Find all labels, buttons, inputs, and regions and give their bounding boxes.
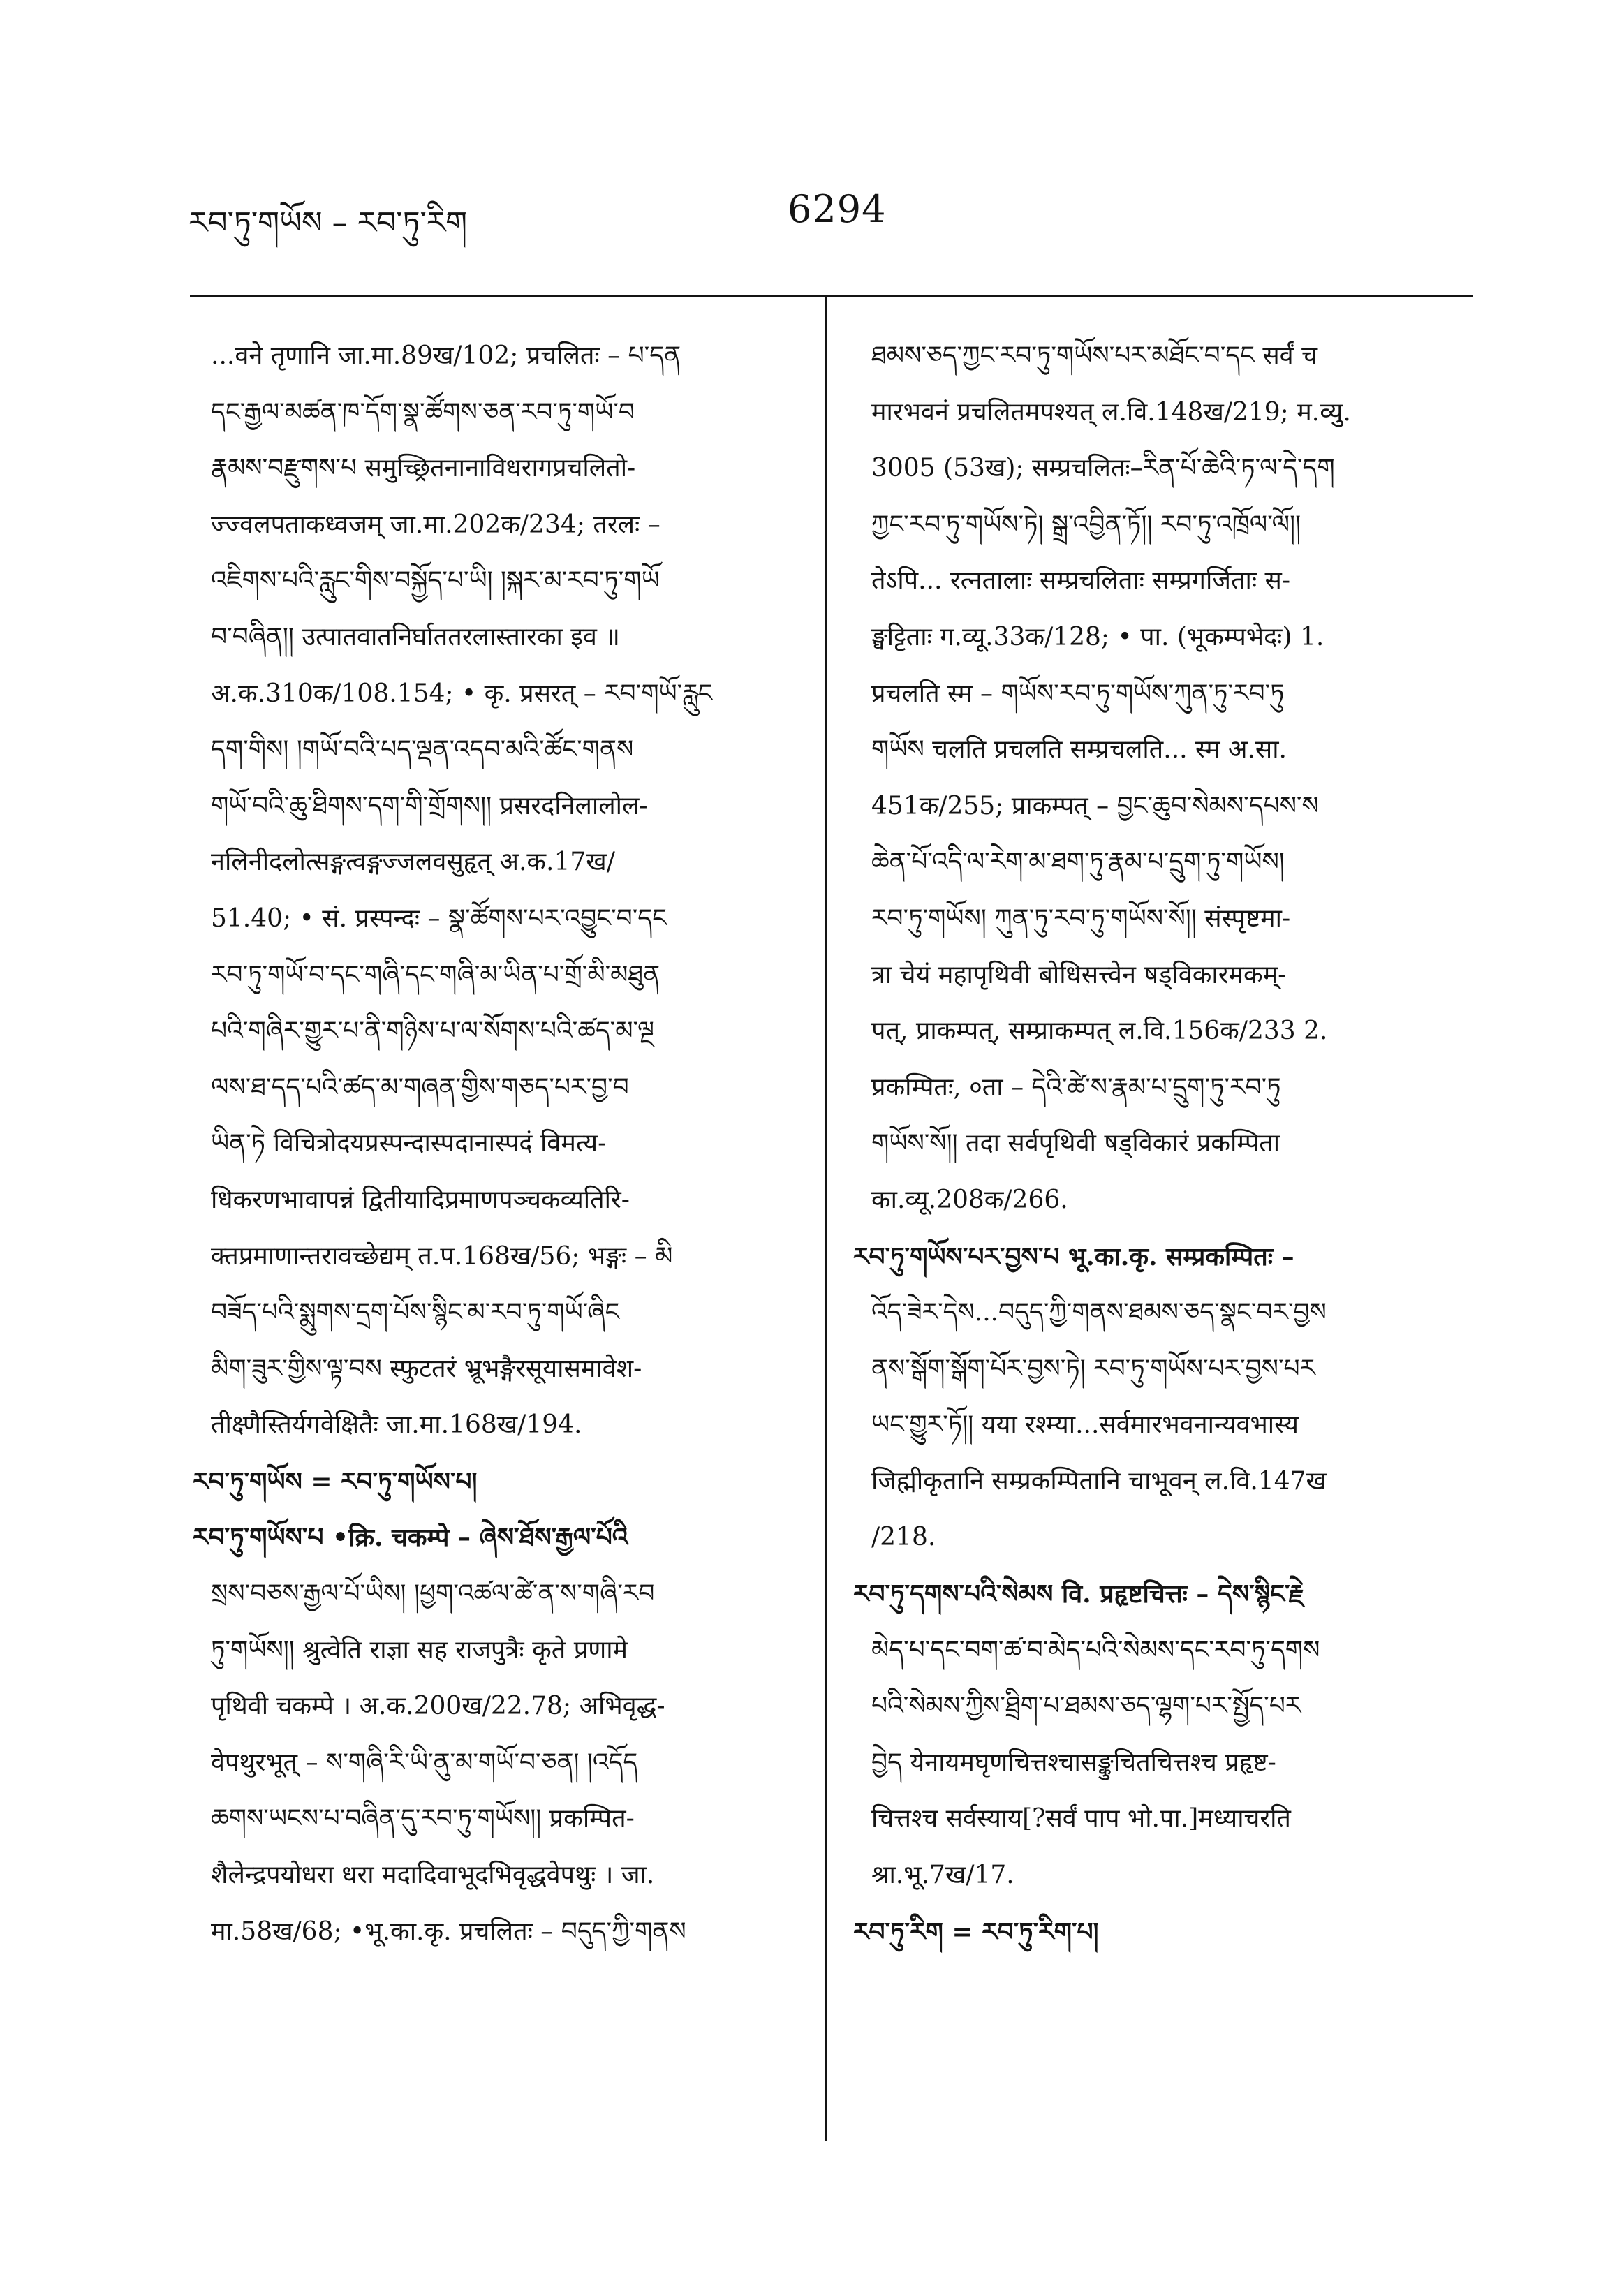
text-line: श्रा.भू.7ख/17.: [871, 1861, 1014, 1890]
text-line: ཆེན་པོ་འདི་ལ་རེག་མ་ཐག་ཏུ་རྣམ་པ་དྲུག་ཏུ་གཡོས།: [871, 848, 1285, 877]
text-line: གཡོས་སོ།། तदा सर्वपृथिवी षड्विकारं प्रकम्पिता: [871, 1129, 1280, 1158]
text-line: अ.क.310क/108.154; • कृ. प्रसरत् – རབ་གཡོ་རླུང: [211, 679, 713, 708]
text-line: ...वने तृणानि जा.मा.89ख/102; प्रचलितः – པ་དན: [211, 341, 681, 370]
left-column: [193, 328, 807, 1960]
text-line: ङ्घट्टिताः ग.व्यू.33क/128; • पा. (भूकम्पभेदः) 1.: [871, 622, 1324, 651]
text-line: ཡིན་ཏེ विचित्रोदयप्रस्पन्दास्पदानास्पदं विमत्य-: [211, 1129, 607, 1158]
text-line: གཡོ་བའི་ཆུ་ཐིགས་དག་གི་གྲོགས།། प्रसरदनिलालोल-: [211, 791, 648, 820]
text-line: 51.40; • सं. प्रस्पन्दः – སྣ་ཚོགས་པར་འབྱུང་བ་དང: [211, 903, 667, 933]
text-line: ནས་སྒོག་སྒོག་པོར་བྱས་ཏེ། རབ་ཏུ་གཡོས་པར་བྱས་པར: [871, 1354, 1316, 1383]
text-line: གཡོས चलति प्रचलति सम्प्रचलति... स्म अ.सा.: [871, 735, 1287, 765]
text-line: प्रकम्पितः, ०ता – དེའི་ཚེ་ས་རྣམ་པ་དྲུག་ཏུ་རབ་ཏུ: [871, 1072, 1281, 1102]
text-line: སྲས་བཅས་རྒྱལ་པོ་ཡིས། །ཕྱག་འཚལ་ཚེ་ན་ས་གཞི་རབ: [211, 1579, 655, 1609]
text-line: क्तप्रमाणान्तरावच्छेद्यम् त.प.168ख/56; भङ्गः – མི: [211, 1241, 673, 1271]
page-number: 6294: [788, 187, 887, 231]
text-line: चित्तश्च सर्वस्याय[?सर्वं पाप भो.पा.]मध्याचरति: [871, 1804, 1291, 1833]
text-line: དག་གིས། །གཡོ་བའི་པད་ལྡན་འདབ་མའི་ཚོང་གནས: [211, 735, 634, 765]
text-line: जिह्मीकृतानि सम्प्रकम्पितानि चाभूवन् ल.वि.147ख: [871, 1466, 1327, 1496]
text-line: ལས་ཐ་དད་པའི་ཚད་མ་གཞན་གྱིས་གཅད་པར་བྱ་བ: [211, 1072, 629, 1102]
text-line: त्रा चेयं महापृथिवी बोधिसत्त्वेन षड्विकारमकम्-: [871, 960, 1287, 989]
entry-headword-line: རབ་ཏུ་གཡོས = རབ་ཏུ་གཡོས་པ།: [193, 1466, 478, 1496]
text-line: འཇིགས་པའི་རླུང་གིས་བསྐྱོད་པ་ཡི། །སྐར་མ་རབ་ཏུ་གཡོ: [211, 566, 660, 596]
text-line: मारभवनं प्रचलितमपश्यत् ल.वि.148ख/219; म.व्यु.: [871, 397, 1351, 427]
entry-headword-line: རབ་ཏུ་གཡོས་པ •क्रि. चकम्पे – ཞེས་ཐོས་རྒྱལ་པོའི: [193, 1523, 628, 1553]
entry-headword-line: རབ་ཏུ་རིག = རབ་ཏུ་རིག་པ།: [853, 1917, 1099, 1947]
column-divider: [825, 297, 827, 2141]
text-line: ཀྱང་རབ་ཏུ་གཡོས་ཏེ། སྒྲ་འབྱིན་ཏོ།། རབ་ཏུ་འཁྲོལ་ལོ།།: [871, 510, 1301, 539]
entry-headword-line: རབ་ཏུ་དགས་པའི་སེམས वि. प्रहृष्टचित्तः – དེས་སྙིང་རྗེ: [853, 1579, 1304, 1609]
text-line: མེད་པ་དང་བག་ཚ་བ་མེད་པའི་སེམས་དང་རབ་ཏུ་དགས: [871, 1635, 1320, 1665]
text-line: དང་རྒྱལ་མཚན་ཁ་དོག་སྣ་ཚོགས་ཅན་རབ་ཏུ་གཡོ་བ: [211, 397, 635, 427]
running-head: རབ་ཏུ་གཡོས – རབ་ཏུ་རིག: [189, 205, 468, 241]
entry-headword-line: རབ་ཏུ་གཡོས་པར་བྱས་པ भू.का.कृ. सम्प्रकम्पितः –: [853, 1241, 1294, 1271]
text-line: ཏུ་གཡོས།། श्रुत्वेति राज्ञा सह राजपुत्रैः कृते प्रणामे: [211, 1635, 628, 1665]
text-line: པའི་གཞིར་གྱུར་པ་ནི་གཉིས་པ་ལ་སོགས་པའི་ཚད་མ་ལྔ: [211, 1017, 654, 1046]
text-line: བཟོད་པའི་སྨུགས་དྲག་པོས་སྙིང་མ་རབ་ཏུ་གཡོ་ཞིང: [211, 1298, 620, 1327]
text-line: पृथिवी चकम्पे । अ.क.200ख/22.78; अभिवृद्ध-: [211, 1692, 665, 1721]
text-line: वेपथुरभूत् – ས་གཞི་རི་ཡི་ནུ་མ་གཡོ་བ་ཅན། །འདོད: [211, 1748, 638, 1777]
text-line: प्रचलति स्म – གཡོས་རབ་ཏུ་གཡོས་ཀུན་ཏུ་རབ་ཏུ: [871, 679, 1285, 708]
text-line: मा.58ख/68; •भू.का.कृ. प्रचलितः – བདུད་ཀྱི་གནས: [211, 1917, 686, 1946]
text-line: शैलेन्द्रपयोधरा धरा मदादिवाभूदभिवृद्धवेपथुः । जा.: [211, 1861, 655, 1890]
text-line: ཐམས་ཅད་ཀྱང་རབ་ཏུ་གཡོས་པར་མཐོང་བ་དང सर्वं च: [871, 341, 1317, 370]
text-line: བྱེད येनायमघृणचित्तश्चासङ्कुचितचित्तश्च प्रहृष्ट-: [871, 1748, 1276, 1777]
text-line: नलिनीदलोत्सङ्गत्वङ्गज्जलवसुहृत् अ.क.17ख/: [211, 848, 615, 877]
text-line: ज्ज्वलपताकध्वजम् जा.मा.202क/234; तरलः –: [211, 510, 660, 539]
text-line: པའི་སེམས་ཀྱིས་ཐྲིག་པ་ཐམས་ཅད་ལྷག་པར་སྤྱོད་པར: [871, 1692, 1301, 1721]
text-line: तेऽपि... रत्नतालाः सम्प्रचलिताः सम्प्रगर्जिताः स-: [871, 566, 1291, 596]
right-column: [853, 328, 1475, 1960]
text-line: འོད་ཟེར་དེས...བདུད་ཀྱི་གནས་ཐམས་ཅད་སྣང་བར་བྱས: [871, 1298, 1327, 1327]
text-line: རྣམས་བརྫུགས་པ समुच्छ्रितनानाविधरागप्रचलितो-: [211, 454, 636, 483]
text-line: का.व्यू.208क/266.: [871, 1185, 1068, 1214]
text-line: ཆགས་ཡངས་པ་བཞིན་དུ་རབ་ཏུ་གཡོས།། प्रकम्पित-: [211, 1804, 635, 1833]
text-line: 451क/255; प्राकम्पत् – བྱང་ཆུབ་སེམས་དཔས་ས: [871, 791, 1319, 820]
text-line: མིག་ཟུར་གྱིས་ལྟ་བས स्फुटतरं भ्रूभङ्गैरसूयासमावेश-: [211, 1354, 642, 1383]
text-line: धिकरणभावापन्नं द्वितीयादिप्रमाणपञ्चकव्यतिरि-: [211, 1185, 630, 1214]
text-line: བ་བཞིན།། उत्पातवातनिर्घाततरलास्तारका इव ॥: [211, 622, 620, 651]
text-line: 3005 (53ख); सम्प्रचलितः–རིན་པོ་ཆེའི་ཏ་ལ་དེ་དག: [871, 454, 1335, 483]
text-line: ཡང་གྱུར་ཏོ།། यया रश्म्या...सर्वमारभवनान्यवभास्य: [871, 1410, 1299, 1440]
text-line: तीक्ष्णैस्तिर्यगवेक्षितैः जा.मा.168ख/194.: [211, 1410, 582, 1440]
header-rule: [190, 295, 1473, 297]
text-line: पत्, प्राकम्पत्, सम्प्राकम्पत् ल.वि.156क/233 2.: [871, 1017, 1328, 1046]
text-line: རབ་ཏུ་གཡོས། ཀུན་ཏུ་རབ་ཏུ་གཡོས་སོ།། संस्पृष्टमा-: [871, 903, 1291, 933]
text-line: /218.: [871, 1523, 936, 1552]
text-line: རབ་ཏུ་གཡོ་བ་དང་གཞི་དང་གཞི་མ་ཡིན་པ་གྲོ་མི་མཐུན: [211, 960, 660, 989]
